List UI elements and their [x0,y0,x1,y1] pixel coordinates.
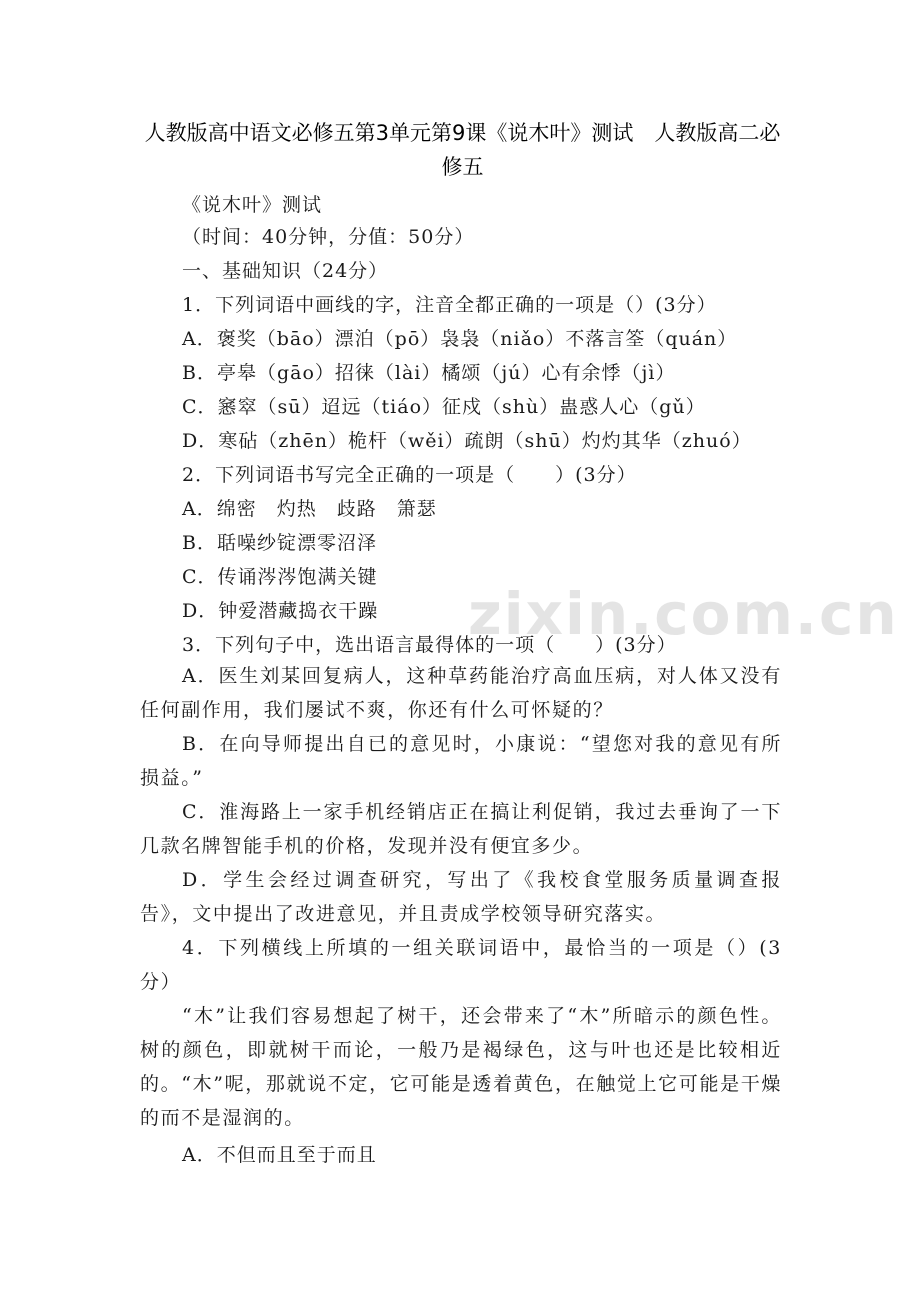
question-1-option-c: C．窸窣（sū）迢远（tiáo）征戍（shù）蛊惑人心（gǔ） [182,396,706,418]
question-3-option-b: B．在向导师提出自已的意见时，小康说：“望您对我的意见有所损益。” [140,733,782,789]
question-2-option-a: A．绵密 灼热 歧路 箫瑟 [182,498,437,520]
test-meta: （时间：40分钟，分值：50分） [182,226,475,248]
question-3-option-c: C．淮海路上一家手机经销店正在搞让利促销，我过去垂询了一下几款名牌智能手机的价格，发现并没有便宜多少。 [140,801,782,857]
question-3-stem: 3．下列句子中，选出语言最得体的一项（ ）(3分） [182,634,677,656]
question-3-option-d: D．学生会经过调查研究，写出了《我校食堂服务质量调查报告》，文中提出了改进意见，并且责成学校领导研究落实。 [140,869,782,925]
site-watermark: zixin.com.cn [468,580,899,648]
question-4-passage: “木”让我们容易想起了树干，还会带来了“木”所暗示的颜色性。树的颜色，即就树干而论，一般乃是褐绿色，这与叶也还是比较相近的。“木”呢，那就说不定，它可能是透着黄色，在触觉上它可能是干燥的而不是湿润的。 [140,1005,782,1129]
document-title: 人教版高中语文必修五第3单元第9课《说木叶》测试 人教版高二必修五 [144,121,781,179]
question-2-option-c: C．传诵涔涔饱满关键 [182,566,378,588]
question-2-option-d: D．钟爱潜藏捣衣干躁 [182,600,379,622]
question-4-stem: 4．下列横线上所填的一组关联词语中，最恰当的一项是（）(3分） [140,937,782,993]
section-heading: 一、基础知识（24分） [182,260,389,282]
question-2-option-b: B．聒噪纱锭漂零沼泽 [182,532,377,554]
question-1-stem: 1．下列词语中画线的字，注音全都正确的一项是（）(3分） [182,294,717,316]
question-4-option-a: A．不但而且至于而且 [182,1144,377,1166]
question-1-option-a: A．褒奖（bāo）漂泊（pō）袅袅（niǎo）不落言筌（quán） [182,328,738,350]
test-subtitle: 《说木叶》测试 [182,194,323,216]
question-1-option-b: B．亭皋（gāo）招徕（lài）橘颂（jú）心有余悸（jì） [182,362,676,384]
question-3-option-a: A．医生刘某回复病人，这种草药能治疗高血压病，对人体又没有任何副作用，我们屡试不爽，你还有什么可怀疑的？ [140,665,782,721]
question-1-option-d: D．寒砧（zhēn）桅杆（wěi）疏朗（shū）灼灼其华（zhuó） [182,430,752,452]
question-2-stem: 2．下列词语书写完全正确的一项是（ ）(3分） [182,464,637,486]
